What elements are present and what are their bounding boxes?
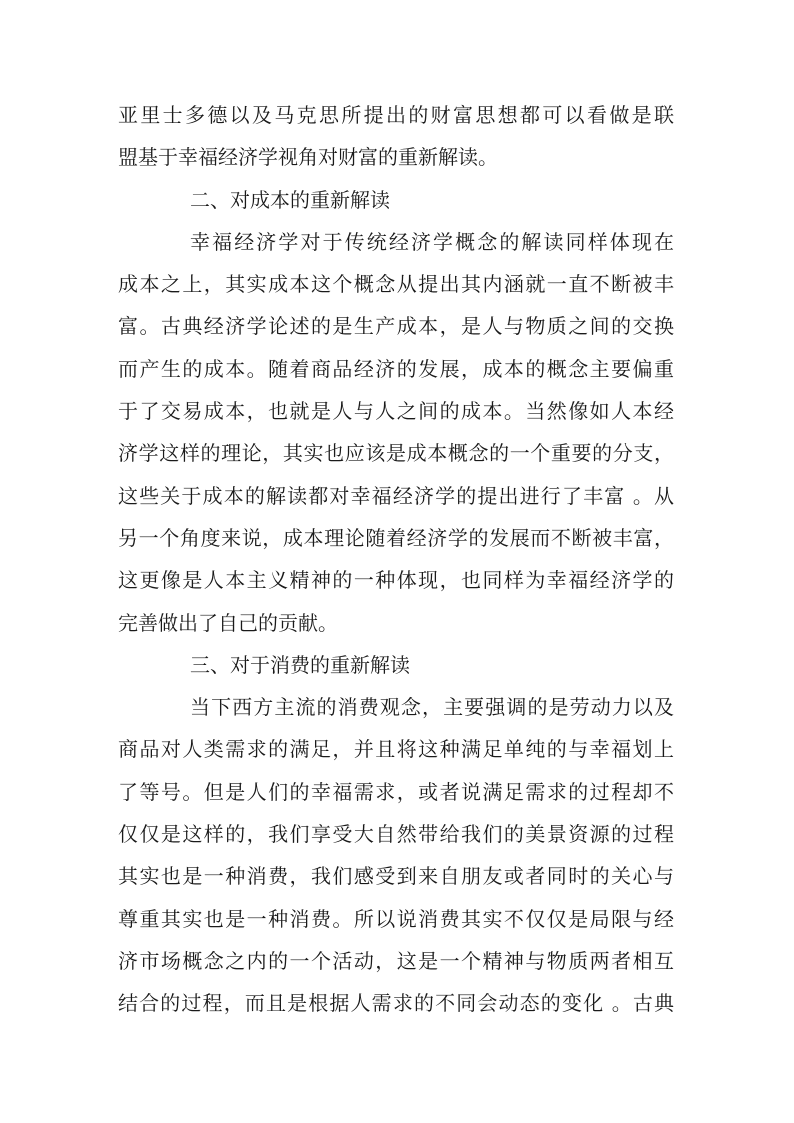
text-line: 这些关于成本的解读都对幸福经济学的提出进行了丰富 。从 [118,483,674,508]
text-line: 而产生的成本。随着商品经济的发展，成本的概念主要偏重 [118,356,674,381]
text-line: 其实也是一种消费，我们感受到来自朋友或者同时的关心与 [118,864,674,889]
text-line: 济学这样的理论，其实也应该是成本概念的一个重要的分支， [118,441,674,466]
text-line: 亚里士多德以及马克思所提出的财富思想都可以看做是联 [118,103,674,127]
text-line: 另一个角度来说，成本理论随着经济学的发展而不断被丰富， [118,525,674,550]
section-heading-cost: 二、对成本的重新解读 [190,187,390,212]
section-heading-consumption: 三、对于消费的重新解读 [190,652,410,677]
text-line: 结合的过程，而且是根据人需求的不同会动态的变化 。古典 [118,991,674,1016]
text-line: 于了交易成本，也就是人与人之间的成本。当然像如人本经 [118,399,674,424]
text-line: 这更像是人本主义精神的一种体现，也同样为幸福经济学的 [118,568,674,593]
text-line: 尊重其实也是一种消费。所以说消费其实不仅仅是局限与经 [118,906,674,931]
text-line: 济市场概念之内的一个活动，这是一个精神与物质两者相互 [118,948,674,973]
document-body [118,94,674,1025]
text-line: 了等号。但是人们的幸福需求，或者说满足需求的过程却不 [118,779,674,804]
paragraph-first-line: 幸福经济学对于传统经济学概念的解读同样体现在 [190,229,674,254]
text-line: 商品对人类需求的满足，并且将这种满足单纯的与幸福划上 [118,737,674,762]
text-line: 仅仅是这样的，我们享受大自然带给我们的美景资源的过程 [118,822,674,847]
text-line: 富。古典经济学论述的是生产成本，是人与物质之间的交换 [118,314,674,339]
text-line: 完善做出了自己的贡献。 [118,610,338,635]
text-line: 成本之上，其实成本这个概念从提出其内涵就一直不断被丰 [118,272,674,297]
text-line: 盟基于幸福经济学视角对财富的重新解读。 [118,145,498,170]
paragraph-first-line: 当下西方主流的消费观念，主要强调的是劳动力以及 [190,695,674,720]
